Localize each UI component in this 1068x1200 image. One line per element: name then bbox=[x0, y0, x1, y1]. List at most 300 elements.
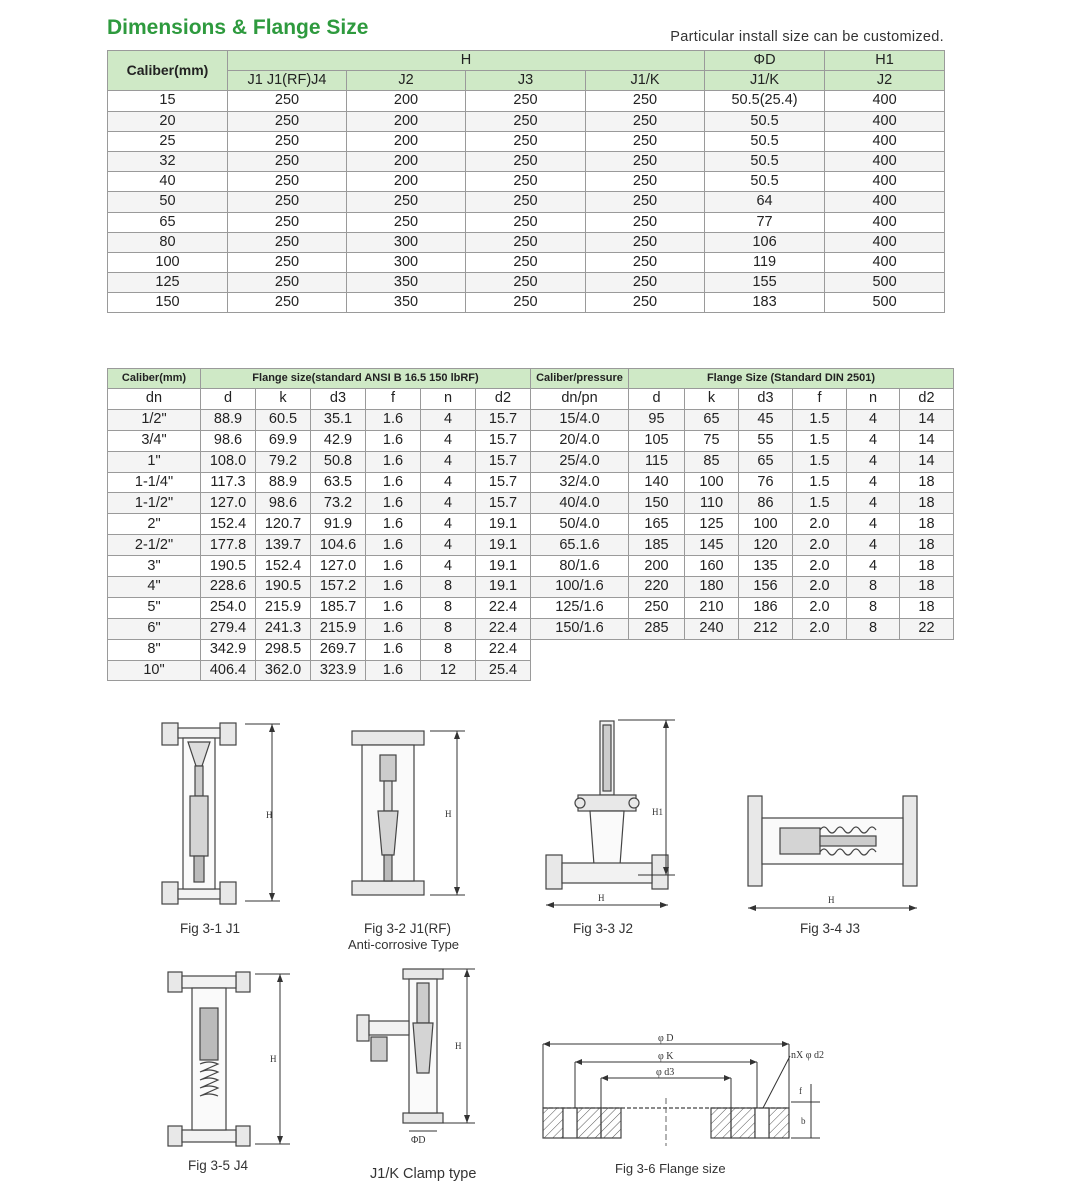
table-cell: 250 bbox=[466, 192, 586, 212]
table-row bbox=[108, 151, 945, 171]
flange-b-label: b bbox=[801, 1116, 806, 1126]
table-cell: 8 bbox=[421, 618, 476, 639]
table-cell: k bbox=[685, 389, 739, 410]
table-cell: 12 bbox=[421, 660, 476, 681]
table-cell: 1/2" bbox=[108, 409, 201, 430]
table-row bbox=[108, 618, 954, 639]
table-cell: 250 bbox=[586, 212, 705, 232]
table-row bbox=[108, 111, 945, 131]
table-cell: 19.1 bbox=[476, 535, 531, 556]
table-cell: 22.4 bbox=[476, 597, 531, 618]
table-cell: 1.6 bbox=[366, 597, 421, 618]
table-cell: 250 bbox=[228, 172, 347, 192]
table-cell: 1.6 bbox=[366, 556, 421, 577]
flange-f-label: f bbox=[799, 1086, 802, 1096]
table-cell: 250 bbox=[586, 172, 705, 192]
table-cell: 35.1 bbox=[311, 409, 366, 430]
table-cell: 8" bbox=[108, 639, 201, 660]
table-cell: 165 bbox=[629, 514, 685, 535]
table-cell: 80 bbox=[108, 232, 228, 252]
table-cell: 4 bbox=[847, 430, 900, 451]
table-cell: 250 bbox=[228, 273, 347, 293]
table-cell: 1.5 bbox=[793, 493, 847, 514]
clamp-h-label: H bbox=[455, 1041, 462, 1051]
table-cell: 500 bbox=[825, 273, 945, 293]
table-cell: 98.6 bbox=[256, 493, 311, 514]
table-cell: 4 bbox=[421, 409, 476, 430]
table-cell: 285 bbox=[629, 618, 685, 639]
table-cell: 210 bbox=[685, 597, 739, 618]
table-cell: d bbox=[629, 389, 685, 410]
table-cell: 1.6 bbox=[366, 660, 421, 681]
fig-3-4-drawing bbox=[740, 790, 925, 915]
table-cell: 250 bbox=[586, 111, 705, 131]
fig-3-6-drawing bbox=[535, 1028, 835, 1148]
table-row bbox=[108, 535, 954, 556]
table-cell: 152.4 bbox=[201, 514, 256, 535]
table-cell: 4 bbox=[421, 451, 476, 472]
table-cell: 40/4.0 bbox=[531, 493, 629, 514]
table-cell: 108.0 bbox=[201, 451, 256, 472]
flange-nd2-label: nX φ d2 bbox=[791, 1050, 824, 1061]
table-cell: dn/pn bbox=[531, 389, 629, 410]
table-cell: 152.4 bbox=[256, 556, 311, 577]
table-cell: 250 bbox=[586, 131, 705, 151]
table-cell: 2.0 bbox=[793, 514, 847, 535]
table-cell: d bbox=[201, 389, 256, 410]
table-cell: 8 bbox=[847, 618, 900, 639]
table-cell: 241.3 bbox=[256, 618, 311, 639]
table-cell: 139.7 bbox=[256, 535, 311, 556]
table-cell: 120 bbox=[739, 535, 793, 556]
table-cell: 18 bbox=[900, 556, 954, 577]
clamp-phid-label: ΦD bbox=[411, 1135, 426, 1146]
table-cell: 65.1.6 bbox=[531, 535, 629, 556]
table-cell: 190.5 bbox=[256, 577, 311, 598]
table-cell: 69.9 bbox=[256, 430, 311, 451]
table-cell: 80/1.6 bbox=[531, 556, 629, 577]
table-cell: 32 bbox=[108, 151, 228, 171]
table-cell: 1.6 bbox=[366, 493, 421, 514]
table-cell: 250 bbox=[466, 273, 586, 293]
customization-note: Particular install size can be customized. bbox=[670, 29, 944, 45]
table-cell: 8 bbox=[847, 577, 900, 598]
table-cell: 65 bbox=[739, 451, 793, 472]
table-cell: 250 bbox=[228, 192, 347, 212]
table-cell: 250 bbox=[629, 597, 685, 618]
clamp-type-drawing bbox=[345, 963, 485, 1158]
table-cell: 50 bbox=[108, 192, 228, 212]
table-cell: 95 bbox=[629, 409, 685, 430]
table-cell: 269.7 bbox=[311, 639, 366, 660]
table-cell: 350 bbox=[347, 293, 466, 313]
table-cell: 185 bbox=[629, 535, 685, 556]
table-row bbox=[108, 172, 945, 192]
subheader-cell: J1 J1(RF)J4 bbox=[228, 71, 347, 91]
table-cell: 15.7 bbox=[476, 451, 531, 472]
fig-3-2-subcaption: Anti-corrosive Type bbox=[348, 937, 460, 952]
table-cell: 400 bbox=[825, 232, 945, 252]
table-cell: 145 bbox=[685, 535, 739, 556]
table-cell: 160 bbox=[685, 556, 739, 577]
table-cell: 150 bbox=[108, 293, 228, 313]
table-cell: 183 bbox=[705, 293, 825, 313]
table-cell: 300 bbox=[347, 252, 466, 272]
table-cell: 212 bbox=[739, 618, 793, 639]
table-cell: 2.0 bbox=[793, 577, 847, 598]
table-cell: 4 bbox=[421, 556, 476, 577]
table-cell: 50.8 bbox=[311, 451, 366, 472]
table-cell: n bbox=[421, 389, 476, 410]
table-cell: 4 bbox=[847, 451, 900, 472]
fig2-h-label: H bbox=[445, 809, 452, 819]
table-cell: 65 bbox=[108, 212, 228, 232]
table-cell: 1.5 bbox=[793, 451, 847, 472]
table-cell: 250 bbox=[228, 151, 347, 171]
table-cell: 1-1/4" bbox=[108, 472, 201, 493]
table-cell: 323.9 bbox=[311, 660, 366, 681]
table-cell: 250 bbox=[466, 293, 586, 313]
table-cell: 4 bbox=[847, 472, 900, 493]
table-cell: 250 bbox=[586, 192, 705, 212]
empty-cell bbox=[531, 660, 954, 681]
table-cell: 98.6 bbox=[201, 430, 256, 451]
table-cell: 155 bbox=[705, 273, 825, 293]
table-cell: 4 bbox=[847, 514, 900, 535]
table-cell: 115 bbox=[629, 451, 685, 472]
table-row bbox=[108, 212, 945, 232]
table-cell: 50.5 bbox=[705, 151, 825, 171]
table-cell: 400 bbox=[825, 192, 945, 212]
fig-3-3-caption: Fig 3-3 J2 bbox=[573, 921, 634, 936]
table-cell: 15 bbox=[108, 91, 228, 111]
table-cell: 19.1 bbox=[476, 556, 531, 577]
table-cell: 250 bbox=[466, 131, 586, 151]
table-cell: 55 bbox=[739, 430, 793, 451]
table-row bbox=[108, 192, 945, 212]
table-cell: 2" bbox=[108, 514, 201, 535]
table-row bbox=[108, 252, 945, 272]
fig-3-1-drawing bbox=[150, 718, 295, 908]
table-cell: 19.1 bbox=[476, 577, 531, 598]
table-cell: 200 bbox=[629, 556, 685, 577]
table-cell: 18 bbox=[900, 535, 954, 556]
table-row bbox=[108, 430, 954, 451]
table-row bbox=[108, 273, 945, 293]
table-cell: 125 bbox=[685, 514, 739, 535]
fig-3-2-drawing bbox=[340, 725, 470, 905]
table-cell: 4 bbox=[847, 493, 900, 514]
table-cell: 250 bbox=[347, 192, 466, 212]
table-cell: 4 bbox=[421, 430, 476, 451]
table-cell: 100 bbox=[685, 472, 739, 493]
table-cell: 250 bbox=[466, 151, 586, 171]
table-cell: 1.6 bbox=[366, 535, 421, 556]
table-cell: 5" bbox=[108, 597, 201, 618]
table-cell: 228.6 bbox=[201, 577, 256, 598]
table-cell: 127.0 bbox=[201, 493, 256, 514]
table-cell: 190.5 bbox=[201, 556, 256, 577]
table-cell: 125/1.6 bbox=[531, 597, 629, 618]
table-cell: 64 bbox=[705, 192, 825, 212]
table-cell: 250 bbox=[466, 212, 586, 232]
table-cell: 100/1.6 bbox=[531, 577, 629, 598]
table-cell: 8 bbox=[421, 639, 476, 660]
table-cell: d3 bbox=[739, 389, 793, 410]
table-cell: 18 bbox=[900, 514, 954, 535]
table-cell: 15/4.0 bbox=[531, 409, 629, 430]
subheader-cell: J2 bbox=[825, 71, 945, 91]
table-cell: 100 bbox=[739, 514, 793, 535]
table-cell: 215.9 bbox=[311, 618, 366, 639]
table-cell: 215.9 bbox=[256, 597, 311, 618]
table-cell: 250 bbox=[586, 232, 705, 252]
group-phid-header: ΦD bbox=[705, 51, 825, 71]
flange-phik-label: φ K bbox=[658, 1051, 674, 1062]
table-cell: 105 bbox=[629, 430, 685, 451]
table-row bbox=[108, 131, 945, 151]
table-cell: 1.6 bbox=[366, 430, 421, 451]
din-caliber-header: Caliber/pressure bbox=[531, 369, 629, 389]
flange-table bbox=[107, 368, 954, 681]
table-cell: 200 bbox=[347, 111, 466, 131]
table-cell: 4 bbox=[421, 535, 476, 556]
table-cell: 298.5 bbox=[256, 639, 311, 660]
table-cell: 150/1.6 bbox=[531, 618, 629, 639]
table-cell: 50.5(25.4) bbox=[705, 91, 825, 111]
table-row bbox=[108, 597, 954, 618]
table-cell: 32/4.0 bbox=[531, 472, 629, 493]
table-row bbox=[108, 514, 954, 535]
table-cell: 14 bbox=[900, 409, 954, 430]
table-cell: 50.5 bbox=[705, 111, 825, 131]
table-cell: 135 bbox=[739, 556, 793, 577]
table-cell: 200 bbox=[347, 151, 466, 171]
table-cell: 250 bbox=[228, 232, 347, 252]
table-cell: 1" bbox=[108, 451, 201, 472]
table-cell: 50.5 bbox=[705, 131, 825, 151]
table-cell: 10" bbox=[108, 660, 201, 681]
table-cell: 75 bbox=[685, 430, 739, 451]
table-cell: 4 bbox=[847, 535, 900, 556]
table-cell: 88.9 bbox=[201, 409, 256, 430]
table-cell: 14 bbox=[900, 430, 954, 451]
table-row bbox=[108, 232, 945, 252]
table-cell: 4 bbox=[421, 514, 476, 535]
table-cell: 500 bbox=[825, 293, 945, 313]
table-cell: 1.6 bbox=[366, 639, 421, 660]
table-cell: 186 bbox=[739, 597, 793, 618]
table-cell: k bbox=[256, 389, 311, 410]
subheader-cell: J3 bbox=[466, 71, 586, 91]
table-cell: 15.7 bbox=[476, 409, 531, 430]
table-row bbox=[108, 91, 945, 111]
table-cell: 22 bbox=[900, 618, 954, 639]
table-cell: 250 bbox=[347, 212, 466, 232]
table-cell: 250 bbox=[586, 273, 705, 293]
subheader-cell: J1/K bbox=[586, 71, 705, 91]
table-cell: 8 bbox=[847, 597, 900, 618]
table-cell: 15.7 bbox=[476, 430, 531, 451]
table-cell: 4 bbox=[847, 556, 900, 577]
empty-cell bbox=[531, 639, 954, 660]
table-cell: 1.5 bbox=[793, 409, 847, 430]
table-cell: 22.4 bbox=[476, 639, 531, 660]
table-cell: f bbox=[366, 389, 421, 410]
table-cell: 88.9 bbox=[256, 472, 311, 493]
table-cell: 200 bbox=[347, 91, 466, 111]
table-cell: 250 bbox=[228, 91, 347, 111]
table-row bbox=[108, 293, 945, 313]
table-cell: 120.7 bbox=[256, 514, 311, 535]
table-cell: 86 bbox=[739, 493, 793, 514]
fig4-h-label: H bbox=[828, 895, 835, 905]
table-cell: 400 bbox=[825, 131, 945, 151]
table-cell: 40 bbox=[108, 172, 228, 192]
table-cell: 25 bbox=[108, 131, 228, 151]
table-cell: 250 bbox=[228, 212, 347, 232]
table-cell: 127.0 bbox=[311, 556, 366, 577]
table-cell: 400 bbox=[825, 151, 945, 171]
table-cell: 25.4 bbox=[476, 660, 531, 681]
table-cell: 117.3 bbox=[201, 472, 256, 493]
table-cell: 125 bbox=[108, 273, 228, 293]
table-cell: 250 bbox=[466, 172, 586, 192]
table-cell: 406.4 bbox=[201, 660, 256, 681]
table-cell: 6" bbox=[108, 618, 201, 639]
table-cell: 250 bbox=[586, 293, 705, 313]
table-row bbox=[108, 493, 954, 514]
table-cell: 200 bbox=[347, 131, 466, 151]
table-row bbox=[108, 389, 954, 410]
table-cell: 156 bbox=[739, 577, 793, 598]
table-cell: 76 bbox=[739, 472, 793, 493]
table-cell: 250 bbox=[228, 252, 347, 272]
table-cell: 250 bbox=[466, 91, 586, 111]
flange-phid3-label: φ d3 bbox=[656, 1067, 675, 1078]
table-cell: 200 bbox=[347, 172, 466, 192]
table-cell: 50/4.0 bbox=[531, 514, 629, 535]
table-cell: 350 bbox=[347, 273, 466, 293]
table-cell: 73.2 bbox=[311, 493, 366, 514]
table-cell: 119 bbox=[705, 252, 825, 272]
group-h-header: H bbox=[228, 51, 705, 71]
table-cell: 2.0 bbox=[793, 556, 847, 577]
table-cell: 4 bbox=[847, 409, 900, 430]
table-cell: 1.6 bbox=[366, 514, 421, 535]
table-cell: 1.5 bbox=[793, 430, 847, 451]
table-cell: 250 bbox=[228, 131, 347, 151]
table-cell: 106 bbox=[705, 232, 825, 252]
table-cell: 18 bbox=[900, 472, 954, 493]
fig-3-1-caption: Fig 3-1 J1 bbox=[180, 921, 241, 936]
table-cell: 4" bbox=[108, 577, 201, 598]
table-cell: 400 bbox=[825, 212, 945, 232]
ansi-caliber-header: Caliber(mm) bbox=[108, 369, 201, 389]
table-cell: 342.9 bbox=[201, 639, 256, 660]
table-cell: 300 bbox=[347, 232, 466, 252]
table-cell: 240 bbox=[685, 618, 739, 639]
table-cell: 2.0 bbox=[793, 597, 847, 618]
fig-3-3-drawing bbox=[540, 715, 690, 915]
table-row bbox=[108, 409, 954, 430]
clamp-type-caption: J1/K Clamp type bbox=[370, 1166, 477, 1182]
table-cell: 65 bbox=[685, 409, 739, 430]
ansi-header: Flange size(standard ANSI B 16.5 150 lbRF) bbox=[201, 369, 531, 389]
table-cell: d2 bbox=[900, 389, 954, 410]
fig-3-5-caption: Fig 3-5 J4 bbox=[188, 1158, 249, 1173]
table-cell: 19.1 bbox=[476, 514, 531, 535]
table-cell: 254.0 bbox=[201, 597, 256, 618]
subheader-cell: J1/K bbox=[705, 71, 825, 91]
fig-3-4-caption: Fig 3-4 J3 bbox=[800, 921, 861, 936]
fig-3-6-caption: Fig 3-6 Flange size bbox=[615, 1161, 726, 1176]
table-cell: 15.7 bbox=[476, 493, 531, 514]
table-cell: 1.5 bbox=[793, 472, 847, 493]
table-cell: 250 bbox=[586, 91, 705, 111]
table-cell: 77 bbox=[705, 212, 825, 232]
table-cell: 110 bbox=[685, 493, 739, 514]
table-cell: 2.0 bbox=[793, 535, 847, 556]
table-cell: 18 bbox=[900, 493, 954, 514]
table-cell: 250 bbox=[586, 151, 705, 171]
table-cell: d2 bbox=[476, 389, 531, 410]
table-cell: 42.9 bbox=[311, 430, 366, 451]
table-cell: 250 bbox=[466, 111, 586, 131]
fig3-h-label: H bbox=[598, 893, 605, 903]
table-cell: 60.5 bbox=[256, 409, 311, 430]
table-cell: 18 bbox=[900, 577, 954, 598]
table-cell: 100 bbox=[108, 252, 228, 272]
table-cell: 2-1/2" bbox=[108, 535, 201, 556]
table-cell: 25/4.0 bbox=[531, 451, 629, 472]
table-row bbox=[108, 660, 954, 681]
fig5-h-label: H bbox=[270, 1054, 277, 1064]
table-cell: 3/4" bbox=[108, 430, 201, 451]
table-cell: 400 bbox=[825, 91, 945, 111]
table-cell: 220 bbox=[629, 577, 685, 598]
table-cell: 185.7 bbox=[311, 597, 366, 618]
table-cell: 250 bbox=[228, 293, 347, 313]
table-cell: 1.6 bbox=[366, 618, 421, 639]
table-cell: 400 bbox=[825, 111, 945, 131]
table-cell: 50.5 bbox=[705, 172, 825, 192]
table-cell: 8 bbox=[421, 597, 476, 618]
table-cell: 177.8 bbox=[201, 535, 256, 556]
table-cell: 1.6 bbox=[366, 409, 421, 430]
table-row bbox=[108, 451, 954, 472]
table-row bbox=[108, 639, 954, 660]
table-cell: 8 bbox=[421, 577, 476, 598]
table-cell: 250 bbox=[586, 252, 705, 272]
table-cell: 15.7 bbox=[476, 472, 531, 493]
page-title: Dimensions & Flange Size bbox=[107, 16, 369, 39]
table-cell: dn bbox=[108, 389, 201, 410]
table-cell: 362.0 bbox=[256, 660, 311, 681]
flange-phid-label: φ D bbox=[658, 1033, 674, 1044]
fig3-h1-label: H1 bbox=[652, 807, 663, 817]
fig-3-5-drawing bbox=[160, 968, 300, 1148]
table-row bbox=[108, 556, 954, 577]
table-cell: 400 bbox=[825, 252, 945, 272]
table-cell: 250 bbox=[466, 252, 586, 272]
table-cell: 20/4.0 bbox=[531, 430, 629, 451]
table-cell: n bbox=[847, 389, 900, 410]
table-cell: 79.2 bbox=[256, 451, 311, 472]
table-cell: 157.2 bbox=[311, 577, 366, 598]
table-cell: f bbox=[793, 389, 847, 410]
table-row bbox=[108, 472, 954, 493]
